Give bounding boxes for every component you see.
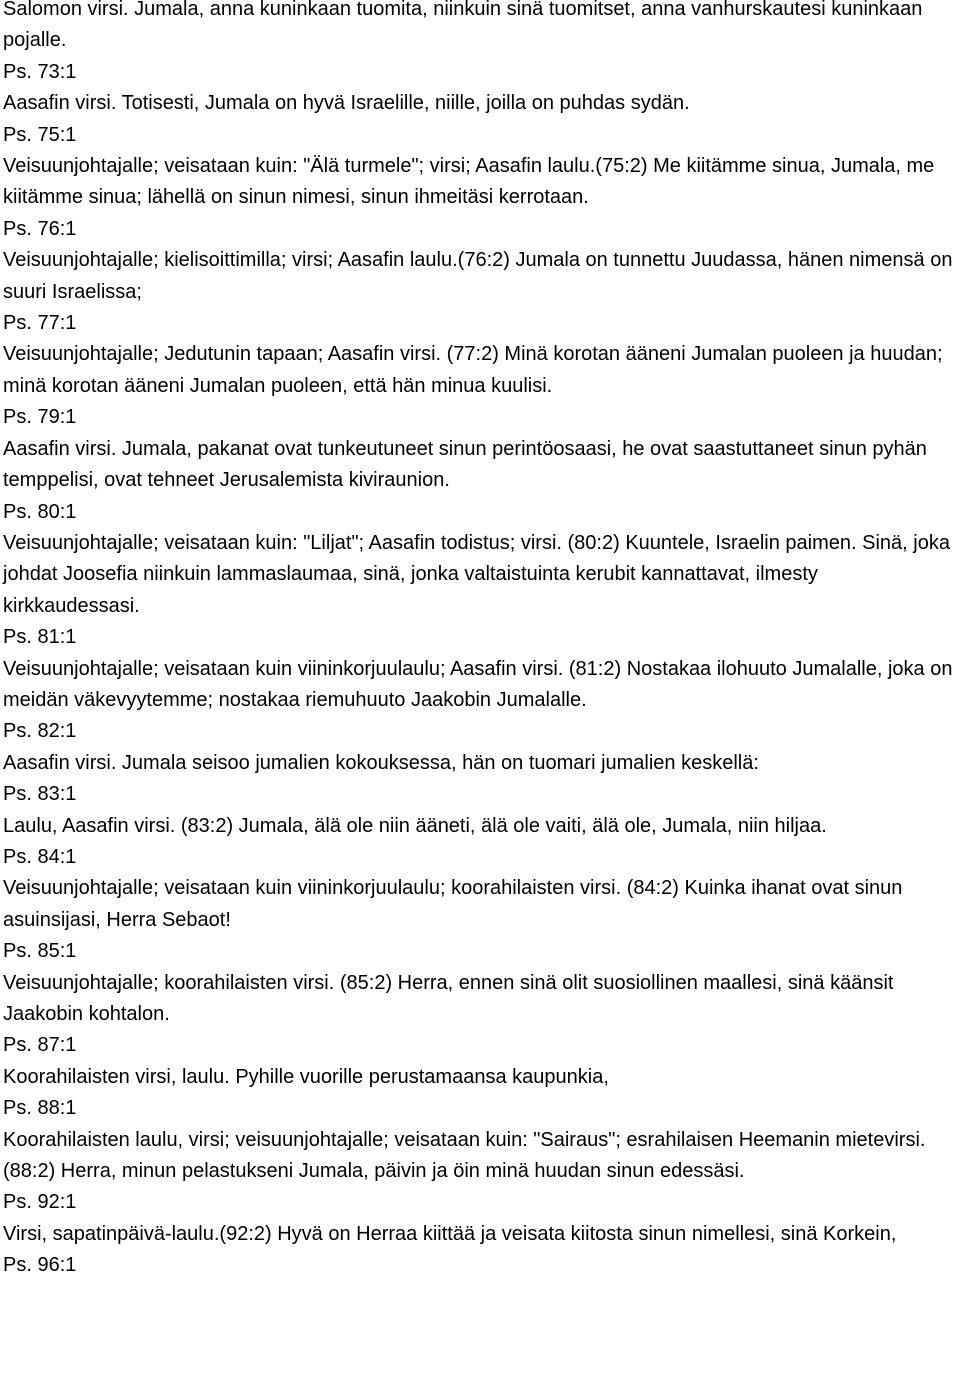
psalm-text: Aasafin virsi. Totisesti, Jumala on hyvä Israelille, niille, joilla on puhdas sydän. [3, 92, 690, 115]
psalm-text: Veisuunjohtajalle; veisataan kuin: "Liljat"; Aasafin todistus; virsi. (80:2) Kuuntele, Israelin paimen. Sinä, joka johdat Joosefia niinkuin lammaslaumaa, sinä, jonka valtaistuinta kerubit kannattavat, ilmesty kirkkaudessasi. [3, 531, 950, 617]
psalm-reference: Ps. 85:1 [3, 940, 77, 963]
psalm-reference: Ps. 84:1 [3, 845, 77, 868]
psalm-text: Laulu, Aasafin virsi. (83:2) Jumala, älä ole niin ääneti, älä ole vaiti, älä ole, Jumala, niin hiljaa. [3, 814, 827, 837]
psalm-reference: Ps. 88:1 [3, 1097, 77, 1120]
psalm-text: Veisuunjohtajalle; veisataan kuin: "Älä turmele"; virsi; Aasafin laulu.(75:2) Me kiitämme sinua, Jumala, me kiitämme sinua; lähellä on sinun nimesi, sinun ihmeitäsi kerrotaan. [3, 155, 935, 209]
psalm-reference: Ps. 73:1 [3, 60, 77, 83]
psalm-reference: Ps. 79:1 [3, 406, 77, 429]
document-body [3, 0, 958, 1282]
psalm-text: Koorahilaisten virsi, laulu. Pyhille vuorille perustamaansa kaupunkia, [3, 1065, 609, 1088]
psalm-text: Koorahilaisten laulu, virsi; veisuunjohtajalle; veisataan kuin: "Sairaus"; esrahilaisen Heemanin mietevirsi.(88:2) Herra, minun pelastukseni Jumala, päivin ja öin minä huudan sinun edessäsi. [3, 1128, 926, 1183]
psalm-reference: Ps. 92:1 [3, 1191, 77, 1214]
psalm-text: Virsi, sapatinpäivä-laulu.(92:2) Hyvä on Herraa kiittää ja veisata kiitosta sinun nimellesi, sinä Korkein, [3, 1222, 897, 1245]
psalm-reference: Ps. 81:1 [3, 626, 77, 649]
psalm-text: Salomon virsi. Jumala, anna kuninkaan tuomita, niinkuin sinä tuomitset, anna vanhurskautesi kuninkaan pojalle. [3, 0, 923, 52]
psalm-reference: Ps. 80:1 [3, 500, 77, 523]
psalm-reference: Ps. 82:1 [3, 720, 77, 743]
psalm-text: Veisuunjohtajalle; veisataan kuin viininkorjuulaulu; Aasafin virsi. (81:2) Nostakaa ilohuuto Jumalalle, joka on meidän väkevyytemme; nostakaa riemuhuuto Jaakobin Jumalalle. [3, 657, 953, 711]
psalm-reference: Ps. 76:1 [3, 217, 77, 240]
psalm-reference: Ps. 75:1 [3, 123, 77, 146]
psalm-text: Aasafin virsi. Jumala seisoo jumalien kokouksessa, hän on tuomari jumalien keskellä: [3, 751, 759, 774]
psalm-reference: Ps. 77:1 [3, 312, 77, 335]
psalm-text: Aasafin virsi. Jumala, pakanat ovat tunkeutuneet sinun perintöosaasi, he ovat saastuttaneet sinun pyhän temppelisi, ovat tehneet Jerusalemista kiviraunion. [3, 437, 927, 492]
psalm-text: Veisuunjohtajalle; veisataan kuin viininkorjuulaulu; koorahilaisten virsi. (84:2) Kuinka ihanat ovat sinun asuinsijasi, Herra Sebaot! [3, 877, 903, 931]
psalm-text: Veisuunjohtajalle; koorahilaisten virsi. (85:2) Herra, ennen sinä olit suosiollinen maallesi, sinä käänsit Jaakobin kohtalon. [3, 971, 894, 1025]
psalm-reference: Ps. 83:1 [3, 783, 77, 806]
psalm-text: Veisuunjohtajalle; Jedutunin tapaan; Aasafin virsi. (77:2) Minä korotan ääneni Jumalan puoleen ja huudan; minä korotan ääneni Jumalan puoleen, että hän minua kuulisi. [3, 343, 943, 397]
psalm-reference: Ps. 87:1 [3, 1034, 77, 1057]
psalm-reference: Ps. 96:1 [3, 1254, 77, 1277]
psalm-text: Veisuunjohtajalle; kielisoittimilla; virsi; Aasafin laulu.(76:2) Jumala on tunnettu Juudassa, hänen nimensä on suuri Israelissa; [3, 249, 953, 303]
